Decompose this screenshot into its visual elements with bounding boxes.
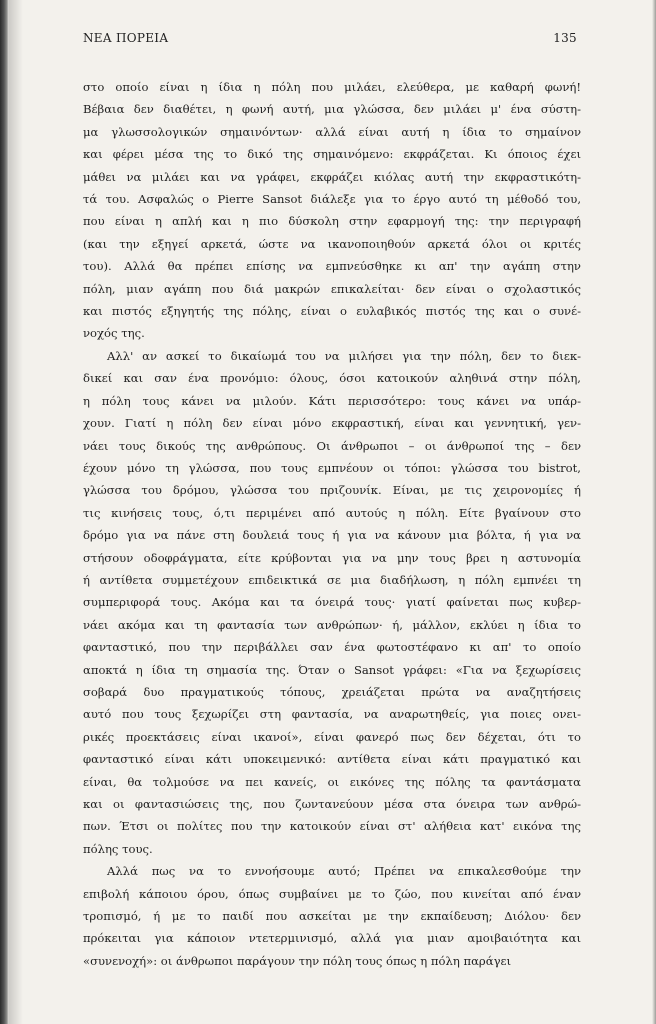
text-line: στο οποίο είναι η ίδια η πόλη που μιλάει, ελεύθερα, με καθαρή φωνή! <box>83 80 581 94</box>
text-line: (και την εξηγεί αρκετά, ώστε να ικανοποιηθούν αρκετά όλοι οι κριτές <box>83 236 581 251</box>
text-line: Βέβαια δεν διαθέτει, η φωνή αυτή, μια γλώσσα, δεν μιλάει μ' ένα σύστη- <box>83 102 581 117</box>
text-line: πόλης τους. <box>83 841 153 856</box>
book-spine-shadow <box>0 0 9 1024</box>
text-line: Αλλά πως να το εννοήσουμε αυτό; Πρέπει να επικαλεσθούμε την <box>107 864 581 879</box>
text-line: σοβαρά δυο πραγματικούς τόπους, χρειάζεται πρώτα να αναζητήσεις <box>83 684 581 699</box>
page-number: 135 <box>553 31 577 45</box>
text-line: που είναι η απλή και η πιο δύσκολη στην εφαρμογή της: την περιγραφή <box>83 214 581 229</box>
text-line: ή αντίθετα συμμετέχουν επιδεικτικά σε μια διαδήλωση, η πόλη εμπνέει τη <box>83 572 581 587</box>
text-line: δικεί και σαν ένα προνόμιο: όλους, όσοι κατοικούν αληθινά στην πόλη, <box>83 371 581 386</box>
text-line: αυτό που τους ξεχωρίζει στη φαντασία, να αναρωτηθείς, για ποιες ονει- <box>83 707 581 722</box>
text-line: νάει τους δικούς της ανθρώπους. Οι άνθρωποι – οι άνθρωποί της – δεν <box>83 438 581 453</box>
text-line: συμπεριφορά τους. Ακόμα και τα όνειρά τους· γιατί φαίνεται πως κυβερ- <box>83 595 581 610</box>
text-line: στήσουν οδοφράγματα, είτε κρύβονται για να μην τους βρει η αστυνομία <box>83 550 581 565</box>
text-line: μάθει να μιλάει και να γράφει, εκφράζει κιόλας αυτή την εκφραστικότη- <box>83 169 581 184</box>
text-line: αποκτά η ίδια τη σημασία της. Όταν ο Sansot γράφει: «Για να ξεχωρίσεις <box>83 662 581 677</box>
text-line: τροπισμό, ή με το παιδί που ασκείται με την εκπαίδευση; Διόλου· δεν <box>83 909 581 924</box>
paragraph <box>83 345 581 860</box>
text-line: του). Αλλά θα πρέπει επίσης να εμπνεύσθηκε κι απ' την αγάπη στην <box>83 259 581 274</box>
text-line: πων. Έτσι οι πολίτες που την κατοικούν είναι στ' αλήθεια κατ' εικόνα της <box>83 819 581 834</box>
text-line: πόλη, μιαν αγάπη που διά μακρών επικαλείται· δεν είναι ο σχολαστικός <box>83 281 581 296</box>
text-line: η πόλη τους κάνει να μιλούν. Κάτι περισσότερο: τους κάνει να υπάρ- <box>83 393 581 408</box>
text-line: έχουν μόνο τη γλώσσα, που τους εμπνέουν οι τόποι: γλώσσα του bistrot, <box>83 460 581 475</box>
running-head <box>83 31 577 45</box>
text-line: νάει ακόμα και τη φαντασία των ανθρώπων· ή, μάλλον, εκλύει η ίδια το <box>83 617 581 632</box>
paragraph <box>83 860 581 972</box>
text-line: και οι φαντασιώσεις της, που ζωντανεύουν μέσα στα όνειρα των ανθρώ- <box>83 797 581 811</box>
text-line: φανταστικό, που την περιβάλλει σαν ένα φωτοστέφανο κι απ' το οποίο <box>83 640 581 655</box>
body-text <box>83 76 581 972</box>
page-edge <box>652 0 656 1024</box>
text-line: ρικές προεκτάσεις είναι ικανοί», είναι φανερό πως δεν δέχεται, ότι το <box>83 729 581 744</box>
text-line: φανταστικό είναι κάτι υποκειμενικό: αντίθετα είναι κάτι πραγματικό και <box>83 752 581 767</box>
gutter-shadow <box>9 0 23 1024</box>
text-line: χουν. Γιατί η πόλη δεν είναι μόνο εκφραστική, είναι και γεννητική, γεν- <box>83 416 581 431</box>
text-line: μα γλωσσολογικών σημαινόντων· αλλά είναι αυτή η ίδια το σημαίνον <box>83 124 581 139</box>
text-line: είναι, θα τολμούσε να πει κανείς, οι εικόνες της πόλης τα φαντάσματα <box>83 774 581 789</box>
running-title: ΝΕΑ ΠΟΡΕΙΑ <box>83 31 169 45</box>
text-line: νοχός της. <box>83 326 145 341</box>
text-line: επιβολή κάποιου όρου, όπως συμβαίνει με το ζώο, που κινείται από έναν <box>83 886 581 901</box>
text-line: «συνενοχή»: οι άνθρωποι παράγουν την πόλη τους όπως η πόλη παράγει <box>83 953 512 968</box>
text-line: πρόκειται για κάποιον ντετερμινισμό, αλλά για μιαν αμοιβαιότητα και <box>83 931 581 946</box>
text-line: Αλλ' αν ασκεί το δικαίωμά του να μιλήσει για την πόλη, δεν το διεκ- <box>107 348 581 363</box>
text-line: και φέρει μέσα της το δικό της σημαινόμενο: εκφράζεται. Κι όποιος έχει <box>83 147 581 162</box>
text-line: γλώσσα του δρόμου, γλώσσα του πριζουνίκ. Είναι, με τις χειρονομίες ή <box>83 483 581 498</box>
text-line: δρόμο για να πάνε στη δουλειά τους ή για να κάνουν μια βόλτα, ή για να <box>83 528 581 543</box>
text-line: και πιστός εξηγητής της πόλης, είναι ο ευλαβικός πιστός της και ο συνέ- <box>83 304 581 319</box>
text-line: τά του. Ασφαλώς ο Pierre Sansot διάλεξε για το έργο αυτό τη μέθοδό του, <box>83 192 581 207</box>
text-line: τις κινήσεις τους, ό,τι περιμένει από αυτούς η πόλη. Είτε βγαίνουν στο <box>83 505 581 520</box>
paragraph <box>83 76 581 345</box>
